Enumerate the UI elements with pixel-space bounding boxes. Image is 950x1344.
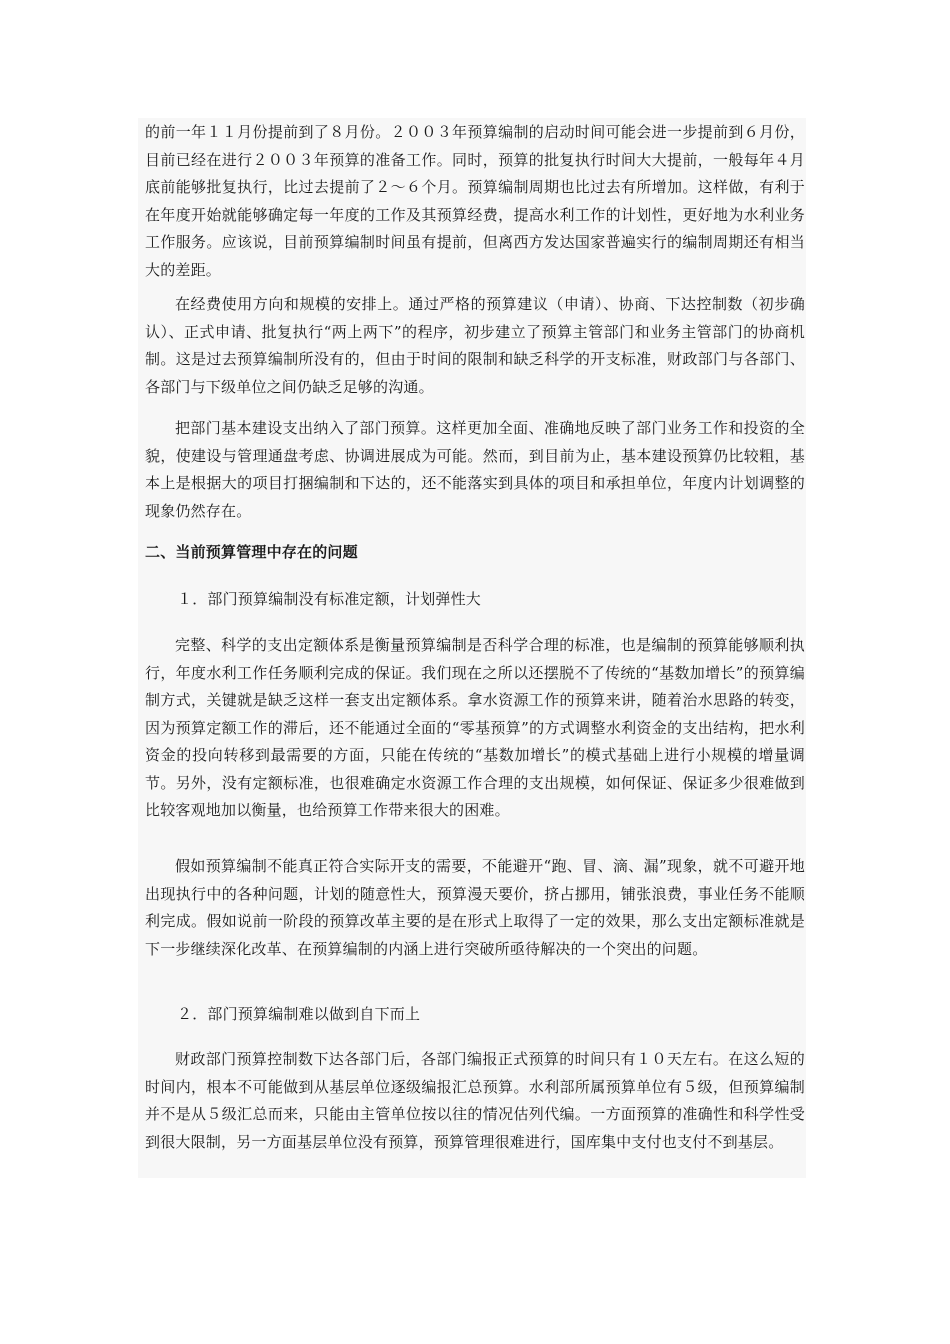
paragraph-4: 完整、科学的支出定额体系是衡量预算编制是否科学合理的标准，也是编制的预算能够顺利执行，年度水利工作任务顺利完成的保证。我们现在之所以还摆脱不了传统的“基数加增长”的预算编制方式，关键就是缺乏这样一套支出定额体系。拿水资源工作的预算来讲，随着治水思路的转变，因为预算定额工作的滞后，还不能通过全面的“零基预算”的方式调整水利资金的支出结构，把水利资金的投向转移到最需要的方面，只能在传统的“基数加增长”的模式基础上进行小规模的增量调节。另外，没有定额标准，也很难确定水资源工作合理的支出规模，如何保证、保证多少很难做到比较客观地加以衡量，也给预算工作带来很大的困难。 — [145, 636, 805, 819]
paragraph-5: 假如预算编制不能真正符合实际开支的需要，不能避开“跑、冒、滴、漏”现象，就不可避开地出现执行中的各种问题，计划的随意性大，预算漫天要价，挤占挪用，铺张浪费，事业任务不能顺利完成。假如说前一阶段的预算改革主要的是在形式上取得了一定的效果，那么支出定额标准就是下一步继续深化改革、在预算编制的内涵上进行突破所亟待解决的一个突出的问题。 — [145, 857, 805, 958]
subheading-2: ２．部门预算编制难以做到自下而上 — [177, 1005, 421, 1023]
paragraph-3: 把部门基本建设支出纳入了部门预算。这样更加全面、准确地反映了部门业务工作和投资的全貌，使建设与管理通盘考虑、协调进展成为可能。然而，到目前为止，基本建设预算仍比较粗，基本上是根据大的项目打捆编制和下达的，还不能落实到具体的项目和承担单位，年度内计划调整的现象仍然存在。 — [145, 419, 805, 520]
section-heading: 二、当前预算管理中存在的问题 — [145, 543, 358, 561]
paragraph-6: 财政部门预算控制数下达各部门后，各部门编报正式预算的时间只有１０天左右。在这么短的时间内，根本不可能做到从基层单位逐级编报汇总预算。水利部所属预算单位有５级，但预算编制并不是从５级汇总而来，只能由主管单位按以往的情况估列代编。一方面预算的准确性和科学性受到很大限制，另一方面基层单位没有预算，预算管理很难进行，国库集中支付也支付不到基层。 — [145, 1050, 805, 1151]
paragraph-1: 的前一年１１月份提前到了８月份。２００３年预算编制的启动时间可能会进一步提前到６月份，目前已经在进行２００３年预算的准备工作。同时，预算的批复执行时间大大提前，一般每年４月底前能够批复执行，比过去提前了２～６个月。预算编制周期也比过去有所增加。这样做，有利于在年度开始就能够确定每一年度的工作及其预算经费，提高水利工作的计划性，更好地为水利业务工作服务。应该说，目前预算编制时间虽有提前，但离西方发达国家普遍实行的编制周期还有相当大的差距。 — [145, 123, 805, 279]
subheading-1: １．部门预算编制没有标准定额，计划弹性大 — [177, 590, 482, 608]
paragraph-2: 在经费使用方向和规模的安排上。通过严格的预算建议（申请）、协商、下达控制数（初步确认）、正式申请、批复执行“两上两下”的程序，初步建立了预算主管部门和业务主管部门的协商机制。这是过去预算编制所没有的，但由于时间的限制和缺乏科学的开支标准，财政部门与各部门、各部门与下级单位之间仍缺乏足够的沟通。 — [145, 295, 805, 396]
